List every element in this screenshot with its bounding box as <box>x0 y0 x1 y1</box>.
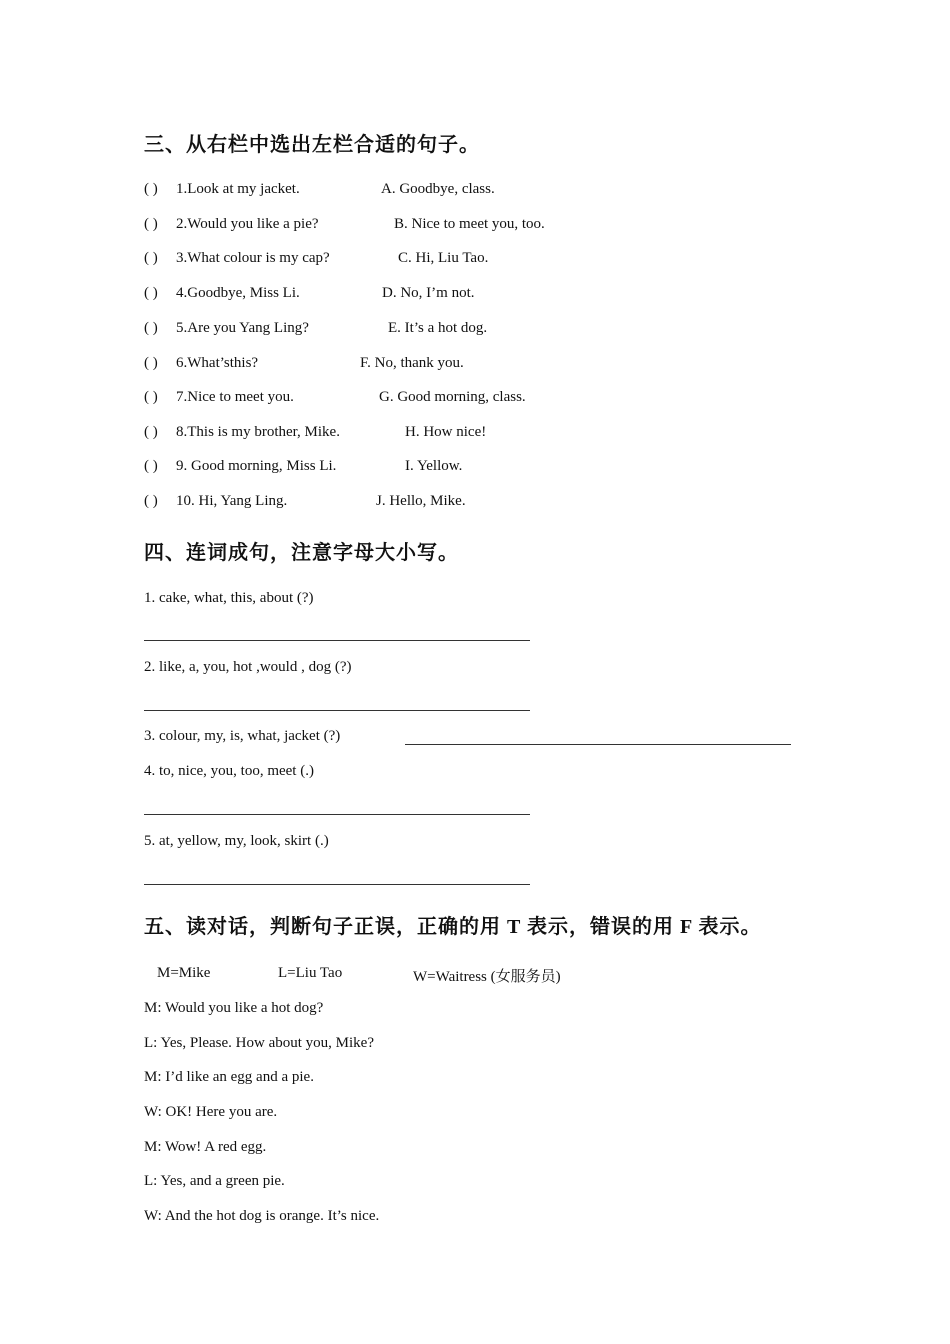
match-left-6: 6.What’sthis? <box>176 355 259 371</box>
match-left-1: 1.Look at my jacket. <box>176 181 300 197</box>
reorder-item-5: 5. at, yellow, my, look, skirt (.) <box>144 833 329 849</box>
match-right-1: A. Goodbye, class. <box>381 181 495 197</box>
section-4-title: 四、连词成句，注意字母大小写。 <box>144 542 459 564</box>
answer-line-5 <box>144 884 530 885</box>
answer-line-3 <box>405 744 791 745</box>
match-right-6: F. No, thank you. <box>360 355 464 371</box>
match-paren-4: ( ) <box>144 285 158 301</box>
dialogue-line-6: L: Yes, and a green pie. <box>144 1173 285 1189</box>
match-left-9: 9. Good morning, Miss Li. <box>176 458 337 474</box>
match-paren-8: ( ) <box>144 424 158 440</box>
match-paren-3: ( ) <box>144 250 158 266</box>
match-paren-7: ( ) <box>144 389 158 405</box>
match-paren-1: ( ) <box>144 181 158 197</box>
dialogue-line-3: M: I’d like an egg and a pie. <box>144 1069 314 1085</box>
match-right-10: J. Hello, Mike. <box>376 493 466 509</box>
match-right-8: H. How nice! <box>405 424 487 440</box>
dialogue-line-1: M: Would you like a hot dog? <box>144 1000 324 1016</box>
role-liu-tao: L=Liu Tao <box>278 965 343 981</box>
reorder-item-3: 3. colour, my, is, what, jacket (?) <box>144 728 341 744</box>
reorder-item-4: 4. to, nice, you, too, meet (.) <box>144 763 314 779</box>
match-right-9: I. Yellow. <box>405 458 463 474</box>
match-left-7: 7.Nice to meet you. <box>176 389 294 405</box>
match-right-2: B. Nice to meet you, too. <box>394 216 545 232</box>
match-left-10: 10. Hi, Yang Ling. <box>176 493 288 509</box>
role-waitress: W=Waitress (女服务员) <box>413 969 561 985</box>
dialogue-line-4: W: OK! Here you are. <box>144 1104 278 1120</box>
match-paren-2: ( ) <box>144 216 158 232</box>
match-paren-6: ( ) <box>144 355 158 371</box>
answer-line-2 <box>144 710 530 711</box>
reorder-item-2: 2. like, a, you, hot ,would , dog (?) <box>144 659 352 675</box>
dialogue-line-2: L: Yes, Please. How about you, Mike? <box>144 1035 374 1051</box>
section-3-title: 三、从右栏中选出左栏合适的句子。 <box>144 134 480 156</box>
match-right-4: D. No, I’m not. <box>382 285 475 301</box>
role-mike: M=Mike <box>157 965 211 981</box>
answer-line-4 <box>144 814 530 815</box>
dialogue-line-5: M: Wow! A red egg. <box>144 1139 267 1155</box>
match-right-7: G. Good morning, class. <box>379 389 526 405</box>
match-left-5: 5.Are you Yang Ling? <box>176 320 309 336</box>
match-right-5: E. It’s a hot dog. <box>388 320 488 336</box>
match-right-3: C. Hi, Liu Tao. <box>398 250 489 266</box>
match-left-4: 4.Goodbye, Miss Li. <box>176 285 300 301</box>
answer-line-1 <box>144 640 530 641</box>
dialogue-line-7: W: And the hot dog is orange. It’s nice. <box>144 1208 380 1224</box>
match-left-3: 3.What colour is my cap? <box>176 250 330 266</box>
reorder-item-1: 1. cake, what, this, about (?) <box>144 590 314 606</box>
match-paren-10: ( ) <box>144 493 158 509</box>
section-5-title: 五、读对话，判断句子正误，正确的用 T 表示，错误的用 F 表示。 <box>144 916 762 938</box>
match-left-8: 8.This is my brother, Mike. <box>176 424 340 440</box>
match-paren-9: ( ) <box>144 458 158 474</box>
match-left-2: 2.Would you like a pie? <box>176 216 319 232</box>
match-paren-5: ( ) <box>144 320 158 336</box>
